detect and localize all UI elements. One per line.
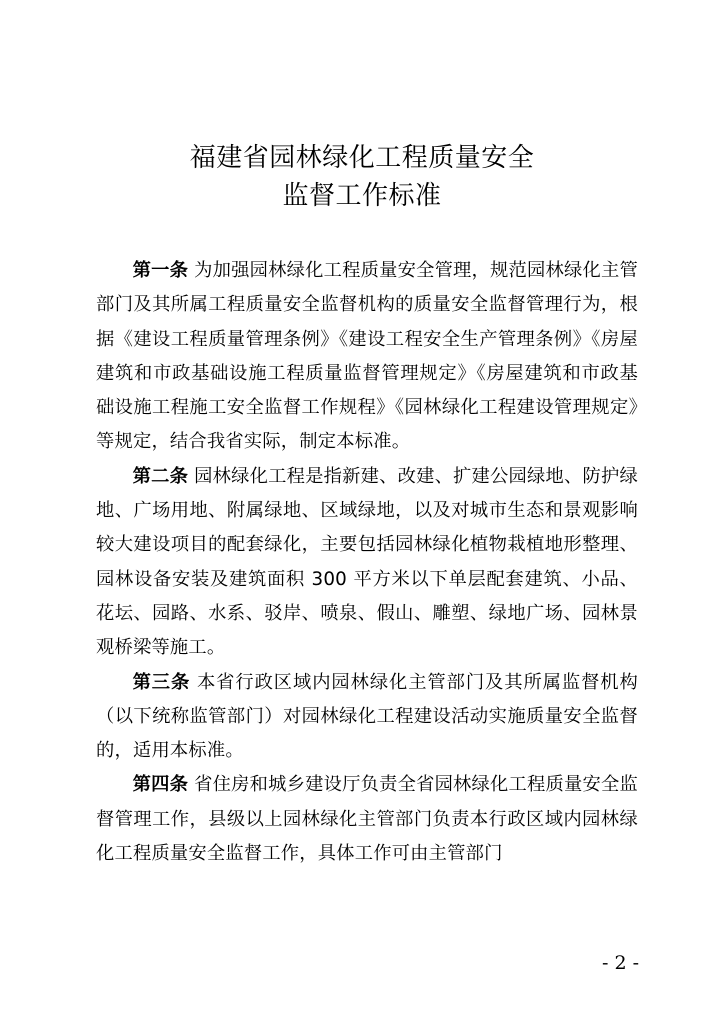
- title-line-1: 福建省园林绿化工程质量安全: [189, 143, 535, 173]
- page-number: - 2 -: [601, 952, 639, 974]
- article-4-label: 第四条: [132, 774, 189, 796]
- article-3-text: 本省行政区域内园林绿化主管部门及其所属监督机构（以下统称监管部门）对园林绿化工程建设活动实施质量安全监督的，适用本标准。: [96, 671, 638, 762]
- title-line-2: 监督工作标准: [282, 181, 442, 211]
- article-4: [96, 768, 638, 871]
- article-2-label: 第二条: [132, 465, 189, 487]
- article-1-label: 第一条: [132, 260, 189, 281]
- article-1-text: 为加强园林绿化工程质量安全管理，规范园林绿化主管部门及其所属工程质量安全监督机构的质量安全监督管理行为，根据《建设工程质量管理条例》《建设工程安全生产管理条例》《房屋建筑和市政基础设施工程质量监督管理规定》《房屋建筑和市政基础设施工程施工安全监督工作规程》《园林绿化工程建设管理规定》等规定，结合我省实际，制定本标准。: [96, 260, 639, 453]
- article-3: [96, 666, 638, 769]
- article-3-label: 第三条: [132, 671, 191, 693]
- document-body: [96, 254, 638, 871]
- article-2-text: 园林绿化工程是指新建、改建、扩建公园绿地、防护绿地、广场用地、附属绿地、区域绿地，以及对城市生态和景观影响较大建设项目的配套绿化，主要包括园林绿化植物栽植地形整理、园林设备安装及建筑面积 300 平方米以下单层配套建筑、小品、花坛、园路、水系、驳岸、喷泉、假山、雕塑、绿地广场、园林景观桥梁等施工。: [96, 465, 639, 659]
- article-2: [96, 460, 638, 666]
- document-title: [0, 139, 724, 215]
- article-4-text: 省住房和城乡建设厅负责全省园林绿化工程质量安全监督管理工作，县级以上园林绿化主管部门负责本行政区域内园林绿化工程质量安全监督工作，具体工作可由主管部门: [96, 774, 639, 865]
- article-1: [96, 254, 638, 460]
